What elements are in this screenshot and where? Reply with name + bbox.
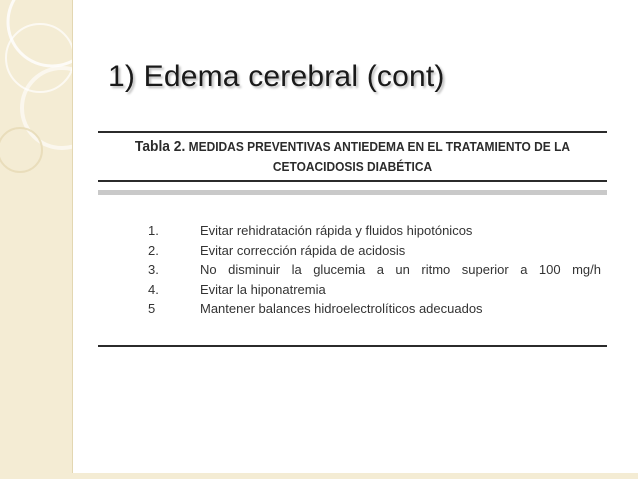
slide-title: 1) Edema cerebral (cont) bbox=[108, 60, 445, 94]
item-number: 2. bbox=[148, 242, 159, 258]
item-text: Mantener balances hidroelectrolíticos adecuados bbox=[200, 301, 483, 316]
table-bottom-rule bbox=[98, 345, 607, 347]
item-text: Evitar corrección rápida de acidosis bbox=[200, 242, 406, 258]
item-text: No disminuir la glucemia a un ritmo superior a 100 mg/h bbox=[200, 262, 601, 277]
preventive-measures-table bbox=[98, 131, 607, 347]
table-caption bbox=[118, 133, 586, 180]
item-number: 3. bbox=[148, 262, 159, 277]
item-number: 4. bbox=[148, 281, 159, 297]
item-number: 5 bbox=[148, 301, 156, 316]
list-item bbox=[148, 301, 607, 321]
caption-bottom-rule bbox=[98, 180, 607, 182]
caption-text-1: MEDIDAS PREVENTIVAS ANTIEDEMA EN EL TRATAMIENTO DE LA bbox=[188, 139, 571, 154]
header-gray-rule bbox=[98, 190, 607, 195]
item-text: Evitar la hiponatremia bbox=[200, 281, 326, 297]
decorative-side-band bbox=[0, 0, 73, 479]
caption-line-1 bbox=[118, 137, 586, 157]
list-item bbox=[148, 243, 607, 263]
decorative-circles bbox=[0, 0, 72, 479]
item-number: 1. bbox=[148, 223, 159, 238]
table-label: Tabla 2. bbox=[134, 138, 186, 155]
item-text: Evitar rehidratación rápida y fluidos hipotónicos bbox=[200, 223, 473, 238]
list-item bbox=[148, 282, 607, 302]
list-item bbox=[148, 223, 607, 243]
bottom-band bbox=[72, 473, 638, 479]
measures-list bbox=[98, 223, 607, 321]
caption-line-2: CETOACIDOSIS DIABÉTICA bbox=[272, 159, 433, 174]
list-item bbox=[148, 262, 607, 282]
